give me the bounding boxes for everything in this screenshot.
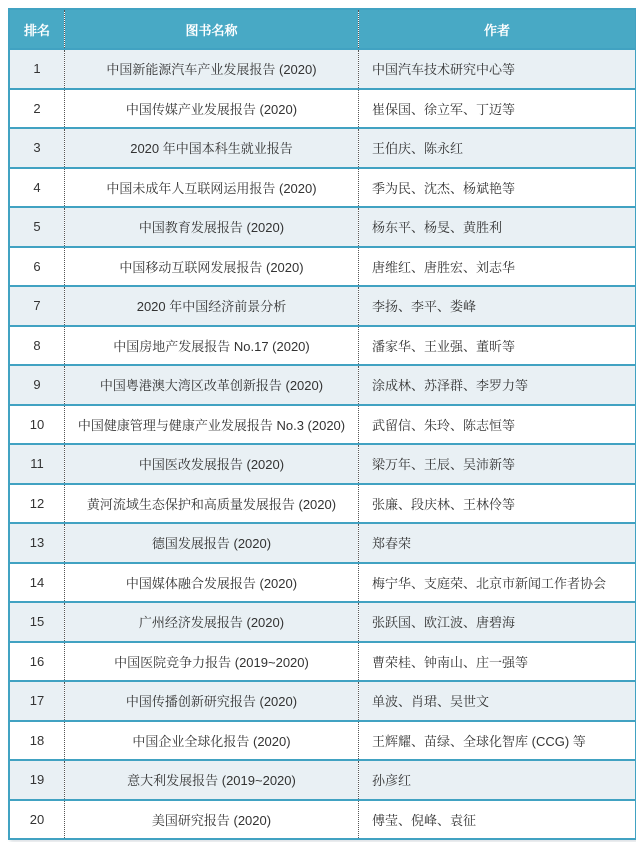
book-ranking-table: [8, 8, 636, 840]
cell-authors: 李扬、李平、娄峰: [359, 286, 636, 326]
table-row: [9, 286, 636, 326]
cell-rank: 5: [9, 207, 65, 247]
table-row: [9, 168, 636, 208]
table-row: [9, 721, 636, 761]
cell-authors: 傅莹、倪峰、袁征: [359, 800, 636, 840]
table-row: [9, 207, 636, 247]
cell-authors: 季为民、沈杰、杨斌艳等: [359, 168, 636, 208]
cell-rank: 17: [9, 681, 65, 721]
table-row: [9, 405, 636, 445]
cell-rank: 13: [9, 523, 65, 563]
cell-rank: 12: [9, 484, 65, 524]
header-cell-rank: 排名: [9, 9, 65, 49]
cell-rank: 15: [9, 602, 65, 642]
table-row: [9, 49, 636, 89]
cell-authors: 张跃国、欧江波、唐碧海: [359, 602, 636, 642]
table-row: [9, 128, 636, 168]
cell-title: 中国媒体融合发展报告 (2020): [65, 563, 359, 603]
cell-authors: 武留信、朱玲、陈志恒等: [359, 405, 636, 445]
cell-rank: 3: [9, 128, 65, 168]
table-row: [9, 681, 636, 721]
table-row: [9, 365, 636, 405]
header-cell-title: 图书名称: [65, 9, 359, 49]
cell-title: 中国医院竞争力报告 (2019~2020): [65, 642, 359, 682]
table-body: [9, 49, 636, 839]
cell-authors: 单波、肖珺、吴世文: [359, 681, 636, 721]
table-row: [9, 444, 636, 484]
cell-rank: 11: [9, 444, 65, 484]
cell-rank: 4: [9, 168, 65, 208]
cell-title: 中国新能源汽车产业发展报告 (2020): [65, 49, 359, 89]
table-header: [9, 9, 636, 49]
cell-authors: 崔保国、徐立军、丁迈等: [359, 89, 636, 129]
cell-authors: 唐维红、唐胜宏、刘志华: [359, 247, 636, 287]
cell-authors: 梁万年、王辰、吴沛新等: [359, 444, 636, 484]
table-row: [9, 523, 636, 563]
cell-rank: 16: [9, 642, 65, 682]
table-row: [9, 760, 636, 800]
cell-rank: 20: [9, 800, 65, 840]
table-row: [9, 602, 636, 642]
cell-rank: 7: [9, 286, 65, 326]
cell-title: 中国未成年人互联网运用报告 (2020): [65, 168, 359, 208]
cell-title: 美国研究报告 (2020): [65, 800, 359, 840]
cell-authors: 杨东平、杨旻、黄胜利: [359, 207, 636, 247]
cell-authors: 涂成林、苏泽群、李罗力等: [359, 365, 636, 405]
cell-title: 2020 年中国本科生就业报告: [65, 128, 359, 168]
cell-title: 中国健康管理与健康产业发展报告 No.3 (2020): [65, 405, 359, 445]
cell-title: 2020 年中国经济前景分析: [65, 286, 359, 326]
cell-authors: 张廉、段庆林、王林伶等: [359, 484, 636, 524]
cell-title: 中国移动互联网发展报告 (2020): [65, 247, 359, 287]
cell-rank: 10: [9, 405, 65, 445]
cell-title: 中国教育发展报告 (2020): [65, 207, 359, 247]
cell-authors: 孙彦红: [359, 760, 636, 800]
table-row: [9, 247, 636, 287]
cell-rank: 14: [9, 563, 65, 603]
cell-title: 广州经济发展报告 (2020): [65, 602, 359, 642]
cell-authors: 王辉耀、苗绿、全球化智库 (CCG) 等: [359, 721, 636, 761]
header-cell-authors: 作者: [359, 9, 636, 49]
cell-rank: 19: [9, 760, 65, 800]
cell-authors: 郑春荣: [359, 523, 636, 563]
table-row: [9, 800, 636, 840]
cell-rank: 18: [9, 721, 65, 761]
cell-title: 中国粤港澳大湾区改革创新报告 (2020): [65, 365, 359, 405]
header-row: [9, 9, 636, 49]
cell-title: 中国传播创新研究报告 (2020): [65, 681, 359, 721]
cell-authors: 王伯庆、陈永红: [359, 128, 636, 168]
cell-rank: 9: [9, 365, 65, 405]
cell-title: 中国医改发展报告 (2020): [65, 444, 359, 484]
cell-title: 黄河流域生态保护和高质量发展报告 (2020): [65, 484, 359, 524]
table-row: [9, 563, 636, 603]
cell-authors: 曹荣桂、钟南山、庄一强等: [359, 642, 636, 682]
table-row: [9, 642, 636, 682]
table-row: [9, 484, 636, 524]
cell-rank: 8: [9, 326, 65, 366]
cell-title: 中国传媒产业发展报告 (2020): [65, 89, 359, 129]
cell-title: 中国企业全球化报告 (2020): [65, 721, 359, 761]
cell-title: 德国发展报告 (2020): [65, 523, 359, 563]
cell-rank: 2: [9, 89, 65, 129]
cell-authors: 梅宁华、支庭荣、北京市新闻工作者协会: [359, 563, 636, 603]
cell-authors: 潘家华、王业强、董昕等: [359, 326, 636, 366]
cell-title: 意大利发展报告 (2019~2020): [65, 760, 359, 800]
cell-rank: 1: [9, 49, 65, 89]
cell-authors: 中国汽车技术研究中心等: [359, 49, 636, 89]
table-row: [9, 326, 636, 366]
cell-title: 中国房地产发展报告 No.17 (2020): [65, 326, 359, 366]
table-row: [9, 89, 636, 129]
cell-rank: 6: [9, 247, 65, 287]
